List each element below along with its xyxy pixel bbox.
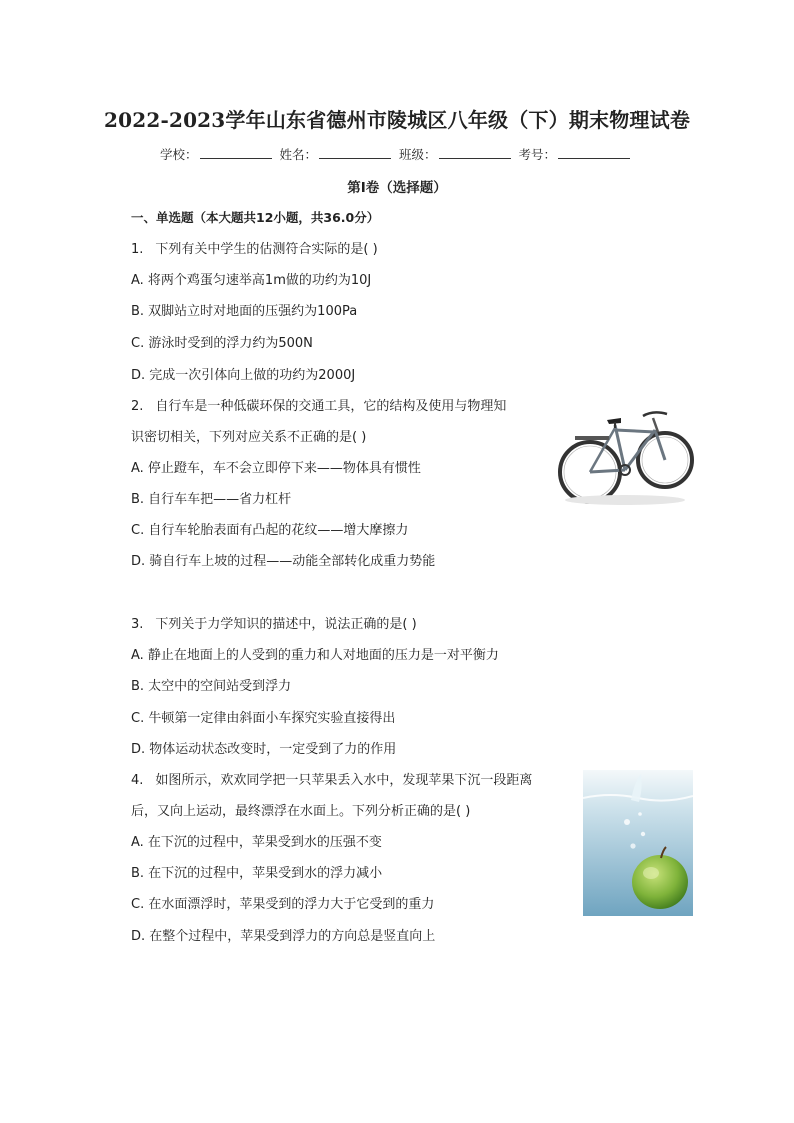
question-3-option-a: A. 静止在地面上的人受到的重力和人对地面的压力是一对平衡力 xyxy=(131,648,499,663)
question-1-option-b: B. 双脚站立时对地面的压强约为100Pa xyxy=(131,304,358,319)
apple-in-water-image xyxy=(583,770,693,916)
question-3-option-c: C. 牛顿第一定律由斜面小车探究实验直接得出 xyxy=(131,711,396,726)
question-4-stem-line-2: 后，又向上运动，最终漂浮在水面上。下列分析正确的是( ) xyxy=(131,804,471,819)
question-4-option-a: A. 在下沉的过程中，苹果受到水的压强不变 xyxy=(131,835,382,850)
question-4-stem-line-1: 4. 如图所示，欢欢同学把一只苹果丢入水中，发现苹果下沉一段距离 xyxy=(131,773,533,788)
question-1-option-a: A. 将两个鸡蛋匀速举高1m做的功约为10J xyxy=(131,273,372,288)
class-blank[interactable] xyxy=(439,146,511,159)
question-2-option-c: C. 自行车轮胎表面有凸起的花纹——增大摩擦力 xyxy=(131,523,409,538)
question-2-stem-line-1: 2. 自行车是一种低碳环保的交通工具，它的结构及使用与物理知 xyxy=(131,399,507,414)
part-heading: 一、单选题（本大题共12小题，共36.0分） xyxy=(131,210,380,225)
question-1-option-c: C. 游泳时受到的浮力约为500N xyxy=(131,336,313,351)
question-number: 2. xyxy=(131,399,144,414)
section-title: 第I卷（选择题） xyxy=(347,180,447,196)
question-number: 1. xyxy=(131,242,144,257)
question-1-stem: 1. 下列有关中学生的估测符合实际的是( ) xyxy=(131,242,378,257)
question-number: 3. xyxy=(131,617,144,632)
question-3-option-d: D. 物体运动状态改变时，一定受到了力的作用 xyxy=(131,742,397,757)
exam-number-label: 考号： xyxy=(518,147,556,162)
question-3-option-b: B. 太空中的空间站受到浮力 xyxy=(131,679,292,694)
question-2-stem-line-2: 识密切相关，下列对应关系不正确的是( ) xyxy=(131,430,367,445)
name-blank[interactable] xyxy=(319,146,391,159)
student-info-row xyxy=(0,145,794,163)
question-1-option-d: D. 完成一次引体向上做的功约为2000J xyxy=(131,368,356,383)
school-label: 学校： xyxy=(159,147,198,162)
name-label: 姓名： xyxy=(279,147,317,162)
question-2-option-a: A. 停止蹬车，车不会立即停下来——物体具有惯性 xyxy=(131,461,421,476)
school-blank[interactable] xyxy=(200,146,272,159)
question-4-option-c: C. 在水面漂浮时，苹果受到的浮力大于它受到的重力 xyxy=(131,897,435,912)
question-4-option-d: D. 在整个过程中，苹果受到浮力的方向总是竖直向上 xyxy=(131,929,436,944)
bicycle-image xyxy=(555,400,695,510)
exam-number-blank[interactable] xyxy=(558,146,630,159)
question-2-option-d: D. 骑自行车上坡的过程——动能全部转化成重力势能 xyxy=(131,554,436,569)
question-4-option-b: B. 在下沉的过程中，苹果受到水的浮力减小 xyxy=(131,866,383,881)
question-3-stem: 3. 下列关于力学知识的描述中，说法正确的是( ) xyxy=(131,617,417,632)
question-number: 4. xyxy=(131,773,144,788)
page-title: 2022-2023学年山东省德州市陵城区八年级（下）期末物理试卷 xyxy=(103,108,691,132)
question-2-option-b: B. 自行车车把——省力杠杆 xyxy=(131,492,292,507)
class-label: 班级： xyxy=(398,147,437,162)
